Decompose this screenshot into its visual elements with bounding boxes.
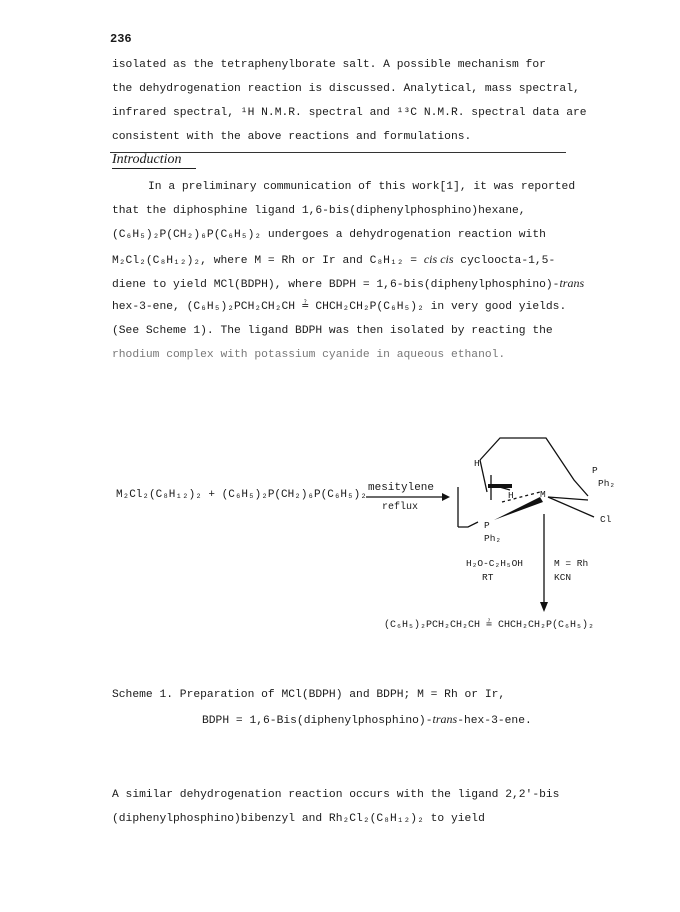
abstract-line: consistent with the above reactions and formulations. xyxy=(112,131,472,143)
body-line: A similar dehydrogenation reaction occurs with the ligand 2,2'-bis xyxy=(112,789,560,801)
atom-h-mid: H xyxy=(508,490,514,501)
condition-temperature: RT xyxy=(482,572,494,583)
body-line: (diphenylphosphino)bibenzyl and Rh₂Cl₂(C₈H₁₂)₂ to yield xyxy=(112,813,485,825)
arrow-label-bottom: reflux xyxy=(382,502,419,513)
olefin-bar xyxy=(488,484,512,488)
scheme-caption-line: Scheme 1. Preparation of MCl(BDPH) and BDPH; M = Rh or Ir, xyxy=(112,689,506,701)
down-arrowhead xyxy=(540,602,548,612)
atom-ph2-right: Ph₂ xyxy=(598,478,616,489)
intro-line: hex-3-ene, (C₆H₅)₂PCH₂CH₂CH ≟ CHCH₂CH₂P(C₆H₅)₂ in very good yields. xyxy=(112,301,567,313)
m-p-wedge xyxy=(494,497,543,520)
atom-cl: Cl xyxy=(600,514,612,525)
ring-left-bottom xyxy=(458,522,478,527)
abstract-line: isolated as the tetraphenylborate salt. A possible mechanism for xyxy=(112,59,546,71)
page-number: 236 xyxy=(110,32,132,46)
condition-solvent: H₂O-C₂H₅OH xyxy=(466,558,524,569)
scheme-product: (C₆H₅)₂PCH₂CH₂CH ≟ CHCH₂CH₂P(C₆H₅)₂ xyxy=(384,620,595,631)
intro-line: (See Scheme 1). The ligand BDPH was then isolated by reacting the xyxy=(112,325,553,337)
intro-line: that the diphosphine ligand 1,6-bis(diphenylphosphino)hexane, xyxy=(112,205,526,217)
intro-line: diene to yield MCl(BDPH), where BDPH = 1,6-bis(diphenylphosphino)-trans xyxy=(112,276,585,291)
arrow-label-top: mesitylene xyxy=(368,482,435,494)
abstract-line: infrared spectral, ¹H N.M.R. spectral and ¹³C N.M.R. spectral data are xyxy=(112,107,587,119)
intro-line: rhodium complex with potassium cyanide in aqueous ethanol. xyxy=(112,349,506,361)
atom-p-left: P xyxy=(484,520,490,531)
abstract-line: the dehydrogenation reaction is discussed. Analytical, mass spectral, xyxy=(112,83,580,95)
atom-h-top: H xyxy=(474,458,480,469)
scheme-caption-line: BDPH = 1,6-Bis(diphenylphosphino)-trans-hex-3-ene. xyxy=(202,712,532,727)
section-heading: Introduction xyxy=(112,152,182,167)
ring-left-top xyxy=(480,460,487,492)
intro-line: M₂Cl₂(C₈H₁₂)₂, where M = Rh or Ir and C₈H₁₂ = cis cis cycloocta-1,5- xyxy=(112,252,556,267)
reaction-arrowhead xyxy=(442,493,450,501)
atom-m: M xyxy=(540,489,546,500)
intro-line: In a preliminary communication of this work[1], it was reported xyxy=(148,181,576,193)
atom-p-right: P xyxy=(592,465,598,476)
condition-reagent: KCN xyxy=(554,572,572,583)
atom-ph2-left: Ph₂ xyxy=(484,533,502,544)
intro-line: (C₆H₅)₂P(CH₂)₆P(C₆H₅)₂ undergoes a dehydrogenation reaction with xyxy=(112,229,546,241)
condition-metal: M = Rh xyxy=(554,558,589,569)
scheme-reactants: M₂Cl₂(C₈H₁₂)₂ + (C₆H₅)₂P(CH₂)₆P(C₆H₅)₂ xyxy=(116,489,367,501)
